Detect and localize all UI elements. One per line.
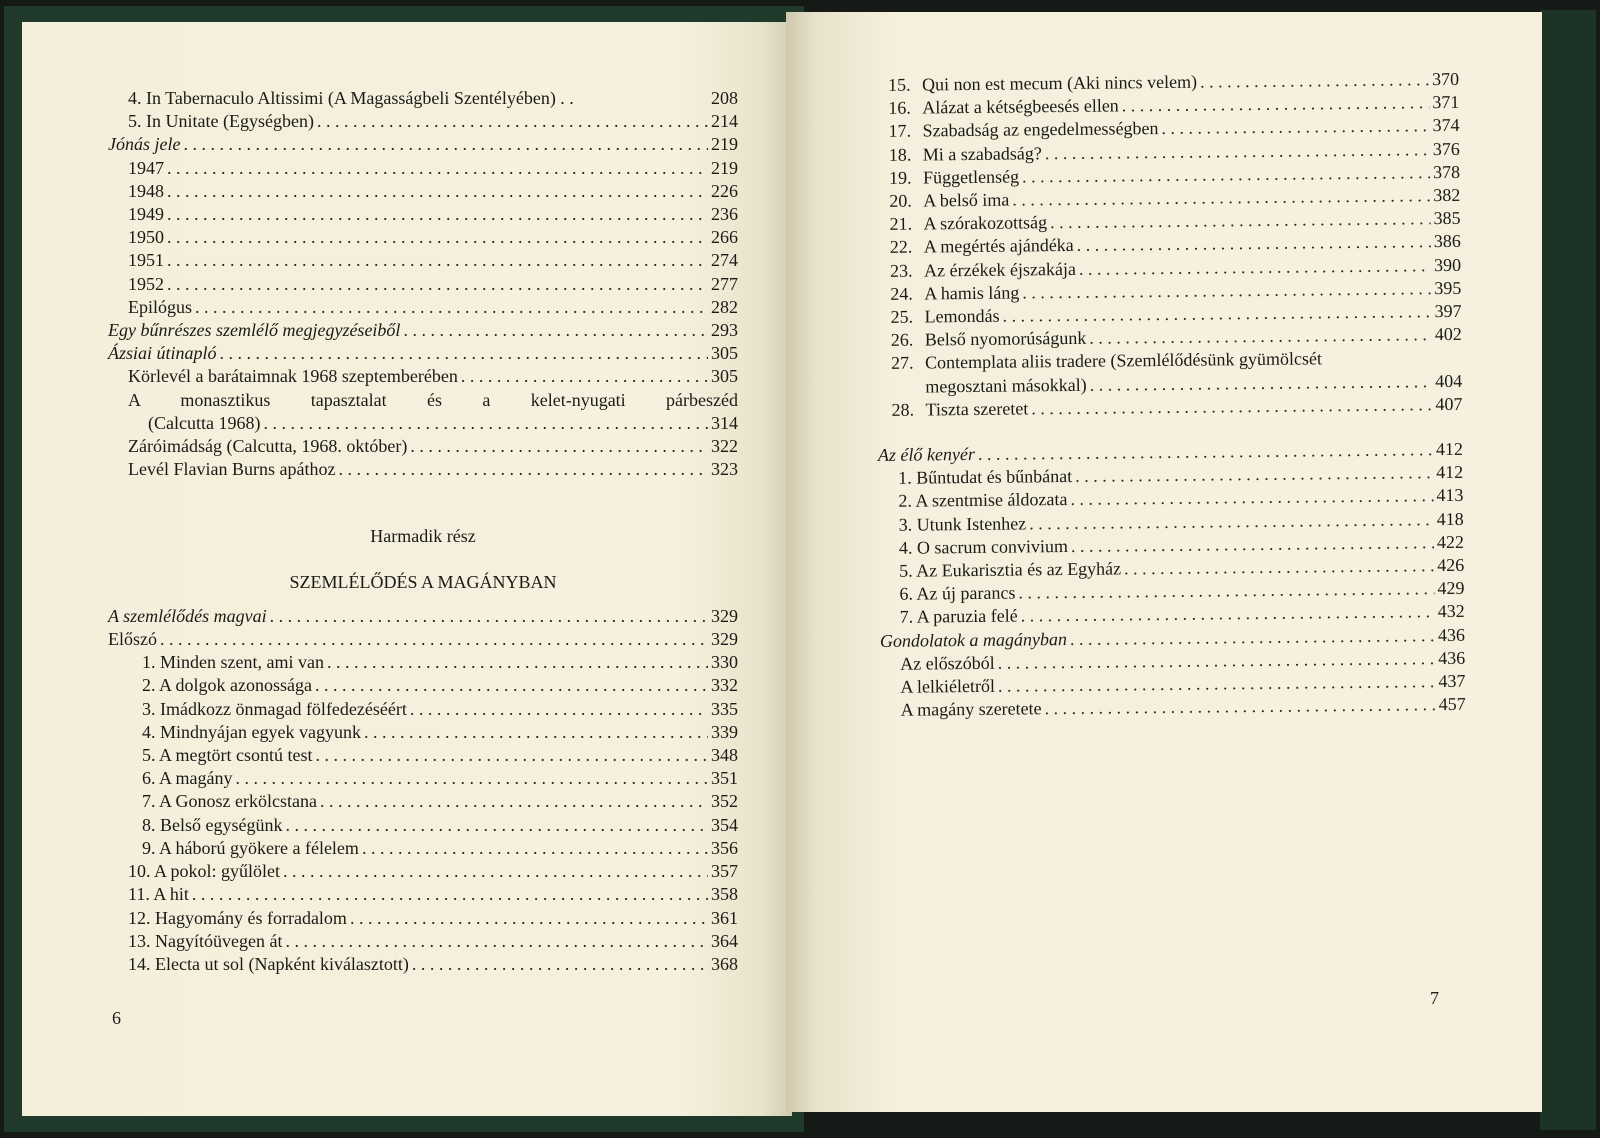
- toc-entry-title: [888, 71, 1197, 97]
- toc-entry-title: 4. Mindnyájan egyek vagyunk: [142, 721, 361, 742]
- toc-entry-title: [890, 305, 999, 329]
- toc-dot-leader: [167, 203, 708, 226]
- toc-entry: [108, 698, 738, 721]
- toc-entry-title: Előszó: [108, 629, 157, 650]
- toc-entry-title: [889, 142, 1042, 167]
- toc-entry-page: 436: [1438, 647, 1466, 668]
- toc-entry-page: 274: [711, 250, 738, 271]
- toc-entry: [108, 110, 738, 133]
- toc-dot-leader: [236, 767, 709, 790]
- toc-dot-leader: [327, 651, 708, 674]
- toc-entry-page: 402: [1434, 324, 1462, 345]
- toc-entry-title: [891, 397, 1028, 422]
- toc-entry-number: 26.: [890, 329, 914, 351]
- toc-entry-text: Szabadság az engedelmességben: [922, 118, 1159, 141]
- toc-entry-title: 5. A megtört csontú test: [142, 745, 313, 766]
- right-toc-bottom-section: [878, 438, 1466, 723]
- toc-entry: [108, 87, 738, 110]
- toc-entry-title: 10. A pokol: gyűlölet: [128, 861, 281, 882]
- toc-entry-page: 374: [1432, 115, 1460, 136]
- toc-dot-leader: [461, 365, 708, 388]
- toc-entry-title: 3. Utunk Istenhez: [898, 513, 1027, 535]
- toc-entry-page: 432: [1437, 601, 1465, 622]
- toc-entry-page: 323: [711, 459, 738, 480]
- toc-entry-page: 371: [1432, 92, 1460, 113]
- toc-entry: [108, 319, 738, 342]
- toc-entry-page: 364: [711, 930, 738, 951]
- toc-entry-title: 8. Belső egységünk: [142, 814, 283, 835]
- toc-dot-leader: [160, 628, 708, 651]
- toc-entry-title: 4. In Tabernaculo Altissimi (A Magasságbeli Szentélyében) . .: [128, 88, 574, 108]
- toc-entry-title: 1. Bűntudat és bűnbánat: [898, 466, 1073, 489]
- toc-entry-title: 1. Minden szent, ami van: [142, 652, 324, 673]
- toc-dot-leader: [1044, 693, 1435, 720]
- toc-entry-page: 407: [1435, 393, 1463, 414]
- toc-entry-title: Záróimádság (Calcutta, 1968. október): [128, 436, 408, 457]
- toc-entry-number: 15.: [888, 74, 911, 95]
- left-toc-top-section: [108, 87, 738, 389]
- toc-entry-number: 16.: [888, 97, 911, 119]
- toc-entry-page: 335: [711, 698, 738, 719]
- toc-entry: [108, 744, 738, 767]
- toc-entry-page: 397: [1434, 300, 1462, 322]
- toc-entry-page: 418: [1436, 508, 1464, 529]
- toc-entry-number: 22.: [889, 237, 913, 258]
- toc-entry-title: 1951: [128, 250, 164, 271]
- toc-dot-leader: [410, 435, 708, 458]
- toc-dot-leader: [220, 342, 708, 365]
- toc-dot-leader: [412, 953, 708, 976]
- toc-entry-title: 6. A magány: [142, 768, 233, 789]
- toc-entry-title: 12. Hagyomány és forradalom: [128, 907, 347, 928]
- toc-dot-leader: [1200, 68, 1429, 94]
- toc-entry-title: A szemlélődés magvai: [108, 605, 267, 626]
- part-label: Harmadik rész: [370, 526, 476, 547]
- toc-entry-page: 370: [1431, 68, 1460, 90]
- toc-entry-page: 305: [711, 343, 738, 364]
- toc-entry-page: 329: [711, 629, 738, 650]
- toc-entry-title: [891, 327, 1087, 352]
- toc-entry-page: 382: [1433, 184, 1461, 206]
- toc-entry-page: 356: [711, 837, 738, 858]
- toc-entry-page: 457: [1438, 694, 1466, 715]
- toc-entry-page: 357: [711, 861, 738, 882]
- toc-entry-title: 1952: [128, 273, 164, 294]
- toc-entry: [108, 814, 738, 837]
- toc-entry: [108, 953, 738, 976]
- toc-entry-title: A magány szeretete: [900, 698, 1042, 721]
- toc-entry-page: 368: [711, 953, 738, 974]
- toc-entry-title: [889, 165, 1019, 190]
- toc-dot-leader: [316, 744, 709, 767]
- toc-entry-number: 27.: [890, 353, 914, 374]
- part-title: SZEMLÉLŐDÉS A MAGÁNYBAN: [289, 571, 557, 592]
- toc-entry: [108, 767, 738, 790]
- toc-entry-title: Egy bűnrészes szemlélő megjegyzéseiből: [108, 320, 401, 341]
- toc-entry-page: 376: [1432, 138, 1460, 159]
- toc-entry-page: 426: [1437, 554, 1465, 576]
- toc-entry: [108, 860, 738, 883]
- toc-entry-number: 18.: [888, 144, 912, 165]
- toc-entry-page: 351: [711, 768, 738, 789]
- toc-entry-number: 17.: [888, 121, 912, 142]
- toc-entry-page: 226: [711, 180, 738, 201]
- toc-entry-text: Contemplata aliis tradere (Szemlélődésünk gyümölcsét: [924, 348, 1323, 373]
- toc-dot-leader: [263, 412, 708, 435]
- toc-entry-title: 11. A hit: [128, 884, 189, 905]
- toc-entry-title: [888, 117, 1158, 143]
- book-cover-right: [1540, 10, 1596, 1130]
- toc-entry-page: 266: [711, 227, 738, 248]
- toc-dot-leader: [1124, 554, 1434, 580]
- toc-entry-title: A lelkiéletről: [900, 675, 996, 697]
- toc-entry-text: Alázat a kétségbeesés ellen: [922, 95, 1119, 118]
- toc-dot-leader: [338, 458, 708, 481]
- toc-entry-title: [888, 95, 1119, 121]
- toc-entry-page: 322: [711, 436, 738, 457]
- toc-dot-leader: [1089, 323, 1432, 350]
- toc-dot-leader: [285, 930, 708, 953]
- toc-entry-text: Mi a szabadság?: [922, 142, 1042, 165]
- toc-entry-text: A hamis láng: [924, 282, 1020, 304]
- left-toc-bottom-section: [108, 605, 738, 976]
- toc-entry-page: 236: [711, 204, 738, 225]
- right-page: [786, 12, 1542, 1112]
- toc-entry-title: 13. Nagyítóüvegen át: [128, 930, 283, 951]
- toc-entry-page: 404: [1435, 370, 1463, 391]
- toc-dot-leader: [350, 907, 708, 930]
- toc-entry-title: Az előszóból: [900, 652, 995, 674]
- toc-entry-title: 1947: [128, 157, 164, 178]
- toc-entry-page: 395: [1434, 277, 1462, 298]
- toc-entry: [108, 273, 738, 296]
- toc-dot-leader: [167, 226, 708, 249]
- toc-entry: [108, 157, 738, 180]
- toc-entry-title: Gondolatok a magányban: [879, 628, 1068, 651]
- toc-entry-title: Epilógus: [128, 296, 193, 317]
- toc-entry-page: 436: [1437, 624, 1466, 645]
- toc-entry-number: 28.: [891, 399, 915, 420]
- toc-entry-title: 2. A szentmise áldozata: [898, 489, 1068, 512]
- toc-entry: [108, 296, 738, 319]
- toc-dot-leader: [410, 698, 708, 721]
- toc-entry-number: 20.: [889, 190, 912, 211]
- toc-entry-page: 348: [711, 745, 738, 766]
- toc-entry: [108, 249, 738, 272]
- toc-dot-leader: [403, 319, 708, 342]
- toc-entry-title: 7. A Gonosz erkölcstana: [142, 791, 317, 812]
- toc-dot-leader: [183, 133, 708, 156]
- toc-entry-page: 305: [711, 366, 738, 387]
- toc-entry: [108, 907, 738, 930]
- toc-entry-title: [890, 234, 1074, 259]
- toc-dot-leader: [270, 605, 708, 628]
- toc-entry-title: Az élő kenyér: [877, 444, 976, 466]
- toc-entry-title: 5. In Unitate (Egységben): [128, 111, 314, 132]
- toc-entry-title: [890, 258, 1076, 283]
- toc-entry-page: 429: [1437, 578, 1465, 599]
- toc-entry-title: 2. A dolgok azonossága: [142, 675, 312, 696]
- toc-dot-leader: [1031, 393, 1432, 420]
- toc-dot-leader: [1161, 115, 1429, 141]
- toc-entry-page: 378: [1432, 161, 1461, 182]
- toc-dot-leader: [167, 180, 708, 203]
- toc-dot-leader: [1122, 91, 1430, 117]
- toc-entry-title: Körlevél a barátaimnak 1968 szeptemberében: [128, 366, 458, 387]
- toc-entry-title: 1950: [128, 227, 164, 248]
- toc-entry-text: Tiszta szeretet: [925, 398, 1029, 420]
- toc-entry-page: 214: [711, 111, 738, 132]
- toc-entry-page: 314: [711, 412, 738, 433]
- toc-entry: [108, 883, 738, 906]
- toc-entry-title: Levél Flavian Burns apáthoz: [128, 459, 336, 480]
- toc-entry-title-line2: (Calcutta 1968): [148, 412, 261, 433]
- toc-entry: [108, 133, 738, 156]
- toc-entry-text: Az érzékek éjszakája: [923, 258, 1077, 281]
- left-toc-mid-section: [108, 435, 738, 481]
- toc-entry-page: 330: [711, 652, 738, 673]
- toc-dot-leader: [167, 273, 708, 296]
- toc-entry-text: A szórakozottság: [923, 212, 1048, 234]
- toc-dot-leader: [320, 790, 708, 813]
- toc-entry: [108, 674, 738, 697]
- toc-entry-title: 7. A paruzia felé: [899, 605, 1018, 628]
- toc-entry: [108, 930, 738, 953]
- toc-entry-title-line2: megosztani másokkal): [925, 374, 1087, 397]
- toc-dot-leader: [167, 157, 708, 180]
- left-page: [22, 22, 792, 1116]
- left-toc: [108, 87, 738, 976]
- toc-entry-page: 208: [711, 88, 738, 108]
- toc-entry-page: 332: [711, 675, 738, 696]
- toc-entry-title: 1949: [128, 204, 164, 225]
- toc-entry-page: 385: [1433, 208, 1461, 229]
- toc-entry: [108, 721, 738, 744]
- toc-dot-leader: [317, 110, 708, 133]
- toc-entry-wrapped-right: [877, 346, 1462, 399]
- toc-entry-page: 390: [1433, 254, 1462, 275]
- toc-entry-title: [889, 189, 1009, 213]
- toc-entry-page: 412: [1435, 438, 1464, 460]
- toc-entry-title: [890, 281, 1019, 306]
- toc-entry-text: A belső ima: [923, 189, 1010, 211]
- toc-entry-title: 4. O sacrum convivium: [898, 535, 1069, 558]
- toc-entry: [108, 837, 738, 860]
- toc-entry-page: 282: [711, 296, 738, 317]
- toc-entry-title: Ázsiai útinapló: [108, 343, 217, 364]
- toc-entry-page: 352: [711, 791, 738, 812]
- toc-entry-page: 386: [1433, 231, 1461, 252]
- toc-entry-number: 23.: [889, 260, 913, 281]
- toc-entry-line2: [128, 412, 738, 435]
- right-toc-top-section: [874, 68, 1462, 353]
- toc-entry-page: 361: [711, 907, 738, 928]
- toc-entry-number: 24.: [890, 283, 913, 304]
- toc-entry: [108, 203, 738, 226]
- page-number-left: 6: [112, 1008, 121, 1028]
- toc-entry-number: 25.: [890, 306, 914, 327]
- toc-entry-title: 3. Imádkozz önmagad fölfedezéséért: [142, 698, 407, 719]
- toc-entry-text: Belső nyomorúságunk: [924, 328, 1087, 350]
- toc-entry-title-line1: A monasztikus tapasztalat és a kelet-nyugati párbeszéd: [128, 389, 738, 410]
- toc-entry-number: 21.: [889, 213, 913, 235]
- toc-entry: [108, 651, 738, 674]
- page-number-right: 7: [1430, 988, 1439, 1008]
- toc-entry-title: [889, 211, 1047, 236]
- toc-entry-title: 9. A háború gyökere a félelem: [142, 837, 359, 858]
- toc-dot-leader: [362, 837, 708, 860]
- toc-entry: [881, 693, 1466, 722]
- toc-dot-leader: [315, 674, 708, 697]
- toc-entry-wrapped: [108, 389, 738, 435]
- toc-entry-title: 6. Az új parancs: [899, 582, 1016, 605]
- toc-dot-leader: [283, 860, 708, 883]
- toc-entry-page: 329: [711, 605, 738, 626]
- toc-entry-page: 437: [1438, 670, 1466, 692]
- toc-entry: [108, 435, 738, 458]
- toc-entry-number: 19.: [888, 167, 912, 188]
- toc-entry: [108, 180, 738, 203]
- toc-entry: [108, 342, 738, 365]
- toc-entry-page: 339: [711, 721, 738, 742]
- toc-entry-text: Qui non est mecum (Aki nincs velem): [922, 71, 1198, 95]
- toc-entry-page: 413: [1436, 485, 1464, 506]
- toc-dot-leader: [285, 814, 708, 837]
- toc-entry-title: Jónás jele: [108, 134, 181, 155]
- toc-entry: [108, 365, 738, 388]
- toc-entry-page: 422: [1436, 531, 1465, 552]
- toc-entry: [108, 226, 738, 249]
- toc-entry-title: 1948: [128, 180, 164, 201]
- toc-entry: [108, 605, 738, 628]
- toc-entry-page: 354: [711, 814, 738, 835]
- toc-entry: [108, 628, 738, 651]
- toc-entry: [108, 458, 738, 481]
- toc-entry-text: Függetlenség: [922, 166, 1020, 188]
- toc-dot-leader: [195, 296, 708, 319]
- toc-entry-page: 219: [711, 157, 738, 178]
- toc-entry-title: 14. Electa ut sol (Napként kiválasztott): [128, 953, 409, 974]
- right-toc: [874, 68, 1466, 723]
- toc-entry-text: A megértés ajándéka: [923, 235, 1074, 257]
- toc-entry-page: 219: [711, 134, 738, 155]
- toc-dot-leader: [364, 721, 708, 744]
- toc-entry-page: 293: [711, 320, 738, 341]
- toc-entry: [108, 790, 738, 813]
- toc-entry-page: 277: [711, 273, 738, 294]
- toc-entry-page: 358: [711, 884, 738, 905]
- toc-entry-text: Lemondás: [924, 305, 1000, 327]
- toc-entry-title: 5. Az Eukarisztia és az Egyház: [899, 558, 1122, 581]
- toc-dot-leader: [167, 249, 708, 272]
- toc-entry-page: 412: [1436, 462, 1464, 483]
- toc-dot-leader: [192, 883, 708, 906]
